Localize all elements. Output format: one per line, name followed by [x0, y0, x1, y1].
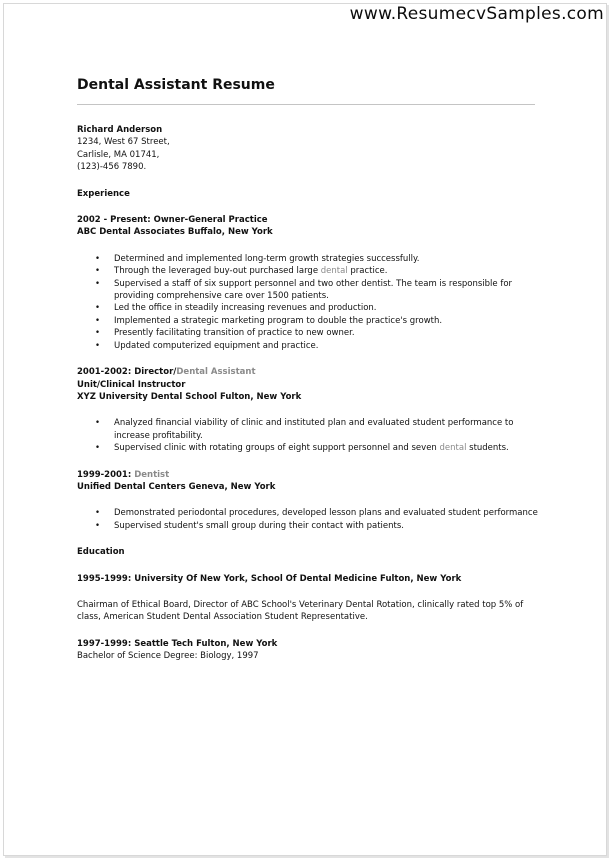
contact-block [77, 124, 537, 174]
list-item: • Analyzed financial viability of clinic and instituted plan and evaluated student performance to increase profitability. [77, 417, 537, 442]
list-item [77, 265, 537, 277]
list-item: • Determined and implemented long-term growth strategies successfully. [77, 253, 537, 265]
dental-link[interactable]: dental [320, 266, 348, 277]
job-2-subtitle: Unit/Clinical Instructor [77, 379, 186, 390]
job-2-duties [77, 417, 537, 454]
job-3-duties [77, 507, 537, 532]
list-item-text: students. [466, 443, 509, 454]
education-2-details: Bachelor of Science Degree: Biology, 1997 [77, 651, 259, 662]
dentist-link[interactable]: Dentist [134, 469, 170, 480]
education-2-heading: 1997-1999: Seattle Tech Fulton, New York [77, 638, 278, 649]
title-divider [77, 104, 535, 105]
list-item: • Updated computerized equipment and practice. [77, 340, 537, 352]
site-watermark[interactable]: www.ResumecvSamples.com [349, 4, 604, 24]
job-owner-general-practice [77, 214, 537, 352]
education-entry-2 [77, 638, 537, 663]
job-2-employer: XYZ University Dental School Fulton, New York [77, 391, 302, 402]
job-3-title [77, 469, 537, 481]
list-item: • Led the office in steadily increasing revenues and production. [77, 302, 537, 314]
contact-phone: (123)-456 7890. [77, 162, 147, 173]
contact-city: Carlisle, MA 01741, [77, 149, 160, 160]
list-item [77, 442, 537, 454]
contact-name: Richard Anderson [77, 125, 163, 135]
list-item: • Demonstrated periodontal procedures, developed lesson plans and evaluated student performance [77, 507, 537, 519]
job-1-duties [77, 253, 537, 352]
list-item: • Supervised student's small group during their contact with patients. [77, 520, 537, 532]
job-dentist [77, 469, 537, 533]
list-item-text: Through the leveraged buy-out purchased large [114, 266, 321, 277]
list-item: • Supervised a staff of six support personnel and two other dentist. The team is responsible for providing comprehensive care over 1500 patients. [77, 278, 537, 303]
education-1-heading: 1995-1999: University Of New York, School Of Dental Medicine Fulton, New York [77, 573, 462, 584]
list-item: • Implemented a strategic marketing program to double the practice's growth. [77, 315, 537, 327]
job-director-dental-assistant [77, 366, 537, 454]
job-3-title-prefix: 1999-2001: [77, 469, 135, 480]
list-item: • Presently facilitating transition of practice to new owner. [77, 327, 537, 339]
resume-title: Dental Assistant Resume [77, 77, 275, 93]
dental-link[interactable]: dental [439, 443, 467, 454]
contact-street: 1234, West 67 Street, [77, 137, 170, 148]
job-1-title: 2002 - Present: Owner-General Practice [77, 215, 268, 226]
resume-body [77, 124, 537, 663]
experience-heading: Experience [77, 188, 130, 199]
job-1-employer: ABC Dental Associates Buffalo, New York [77, 227, 273, 238]
education-1-details: Chairman of Ethical Board, Director of ABC School's Veterinary Dental Rotation, clinically rated top 5% of class, American Student Dental Association Student Representative. [77, 599, 524, 623]
education-entry-1 [77, 573, 537, 624]
job-2-title-prefix: 2001-2002: Director/ [77, 367, 177, 378]
dental-assistant-link[interactable]: Dental Assistant [176, 367, 256, 378]
job-2-title [77, 366, 537, 378]
education-heading: Education [77, 547, 125, 558]
job-3-employer: Unified Dental Centers Geneva, New York [77, 481, 276, 492]
list-item-text: Supervised clinic with rotating groups of eight support personnel and seven [114, 443, 440, 454]
list-item-text: practice. [347, 266, 388, 277]
